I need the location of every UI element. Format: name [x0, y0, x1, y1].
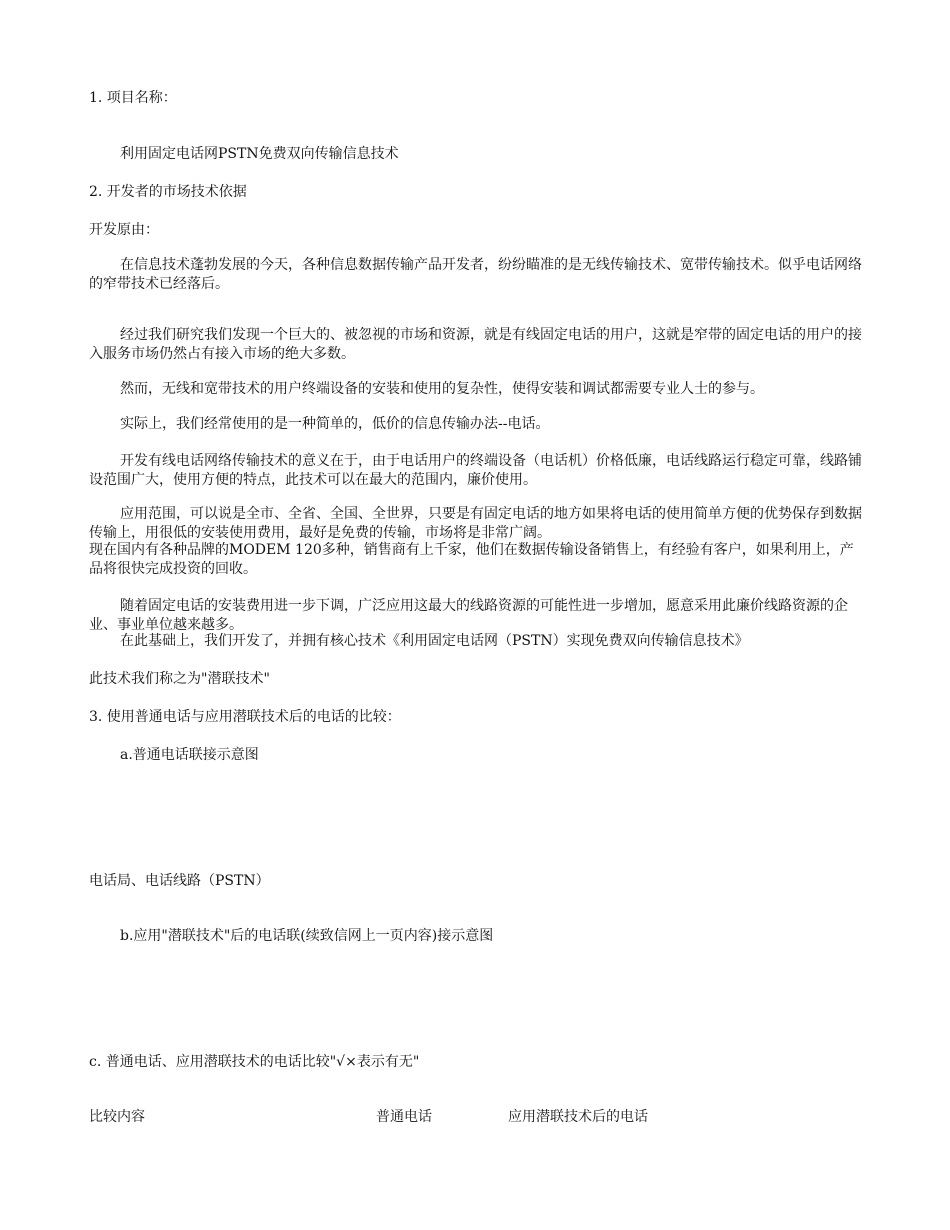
paragraph-7: 现在国内有各种品牌的MODEM 120多种，销售商有上千家，他们在数据传输设备销售上，有经验有客户，如果利用上，产品将很快完成投资的回收。: [89, 542, 854, 577]
paragraph-9: 在此基础上，我们开发了，并拥有核心技术《利用固定电话网（PSTN）实现免费双向传输信息技术》: [120, 633, 749, 649]
table-header-tech-phone: 应用潜联技术后的电话: [508, 1109, 648, 1125]
diagram-a-label: 电话局、电话线路（PSTN）: [89, 873, 270, 889]
paragraph-3: 然而，无线和宽带技术的用户终端设备的安装和使用的复杂性，使得安装和调试都需要专业人士的参与。: [120, 381, 764, 397]
subsection-c: c. 普通电话、应用潜联技术的电话比较"√×表示有无": [89, 1054, 420, 1070]
table-header-content: 比较内容: [89, 1109, 145, 1125]
project-title: 利用固定电话网PSTN免费双向传输信息技术: [120, 146, 399, 162]
paragraph-1: 在信息技术蓬勃发展的今天，各种信息数据传输产品开发者，纷纷瞄准的是无线传输技术、宽带传输技术。似乎电话网络的窄带技术已经落后。: [89, 257, 862, 292]
paragraph-4: 实际上，我们经常使用的是一种简单的，低价的信息传输办法--电话。: [120, 416, 550, 432]
reason-heading: 开发原由：: [89, 222, 159, 238]
paragraph-2: 经过我们研究我们发现一个巨大的、被忽视的市场和资源，就是有线固定电话的用户，这就是窄带的固定电话的用户的接入服务市场仍然占有接入市场的绝大多数。: [89, 327, 862, 362]
paragraph-8: 随着固定电话的安装费用进一步下调，广泛应用这最大的线路资源的可能性进一步增加，愿意采用此廉价线路资源的企业、事业单位越来越多。: [89, 598, 848, 633]
table-header-normal-phone: 普通电话: [376, 1109, 432, 1125]
tech-name: 此技术我们称之为"潜联技术": [89, 671, 270, 687]
paragraph-6: 应用范围，可以说是全市、全省、全国、全世界，只要是有固定电话的地方如果将电话的使用简单方便的优势保存到数据传输上，用很低的安装使用费用，最好是免费的传输，市场将是非常广阔。: [89, 506, 862, 541]
section-3-heading: 3. 使用普通电话与应用潜联技术后的电话的比较：: [89, 709, 401, 725]
section-2-heading: 2. 开发者的市场技术依据: [89, 184, 247, 200]
paragraph-5: 开发有线电话网络传输技术的意义在于，由于电话用户的终端设备（电话机）价格低廉，电话线路运行稳定可靠，线路铺设范围广大，使用方便的特点，此技术可以在最大的范围内，廉价使用。: [89, 453, 862, 488]
subsection-b: b.应用"潜联技术"后的电话联(续致信网上一页内容)接示意图: [120, 928, 494, 944]
section-1-heading: 1. 项目名称：: [89, 90, 177, 106]
subsection-a: a.普通电话联接示意图: [120, 747, 259, 763]
